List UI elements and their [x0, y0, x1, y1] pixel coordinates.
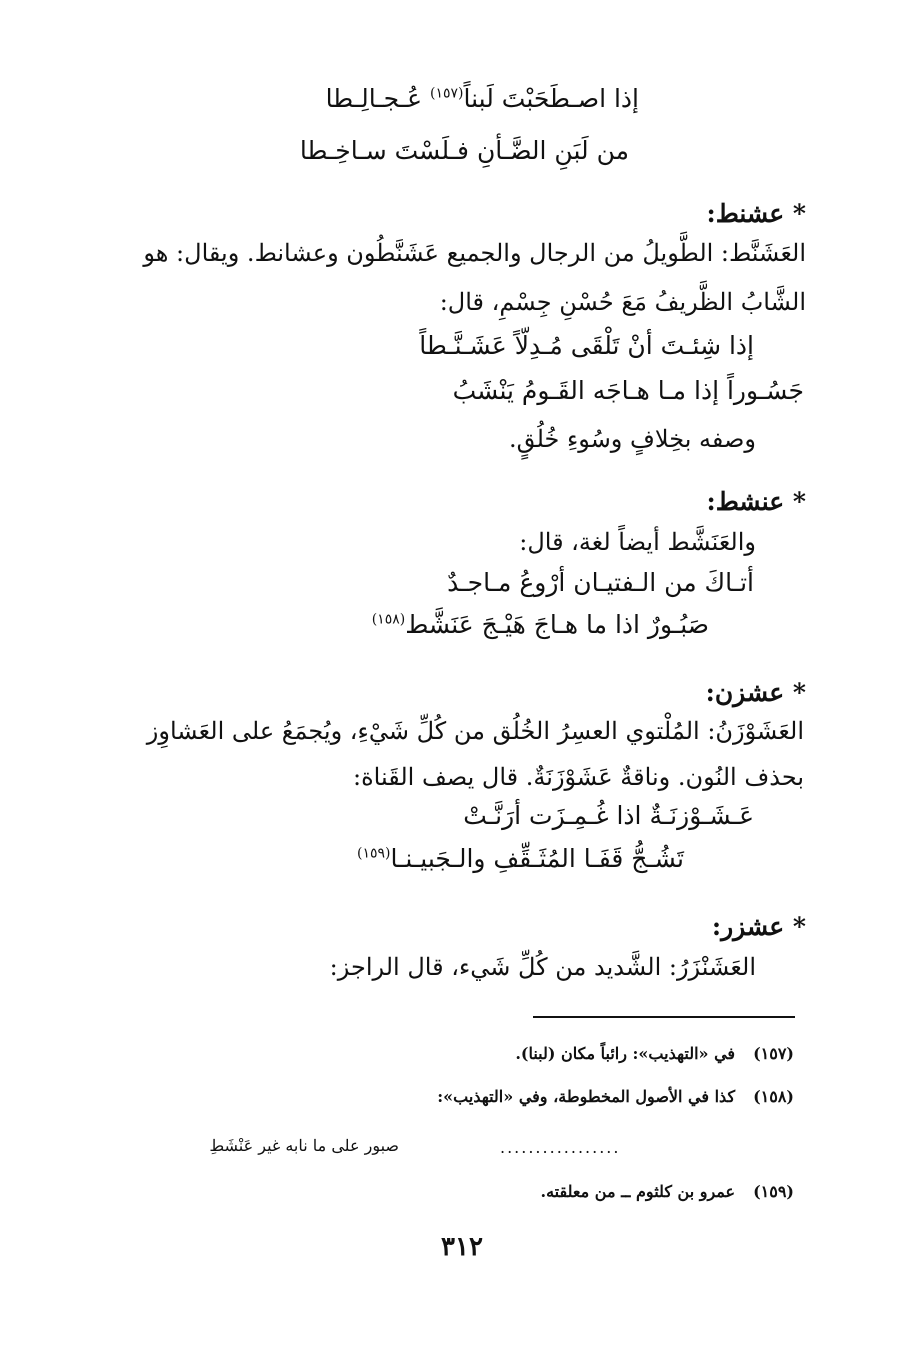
entry1-text3: وصفه بخِلافٍ وسُوءِ خُلُقٍ.	[508, 425, 756, 453]
bullet-marker: *	[792, 678, 806, 707]
entry3-verse2	[357, 842, 684, 876]
footnote-159-text: عمرو بن كلثوم ــ من معلقته.	[540, 1182, 736, 1201]
bullet-marker: *	[792, 487, 806, 516]
entry3-text1: العَشَوْزَنُ: المُلْتوي العسِرُ الخُلُق من كُلِّ شَيْءِ، ويُجمَعُ على العَشاوِز	[146, 717, 804, 745]
poem1-line1-start: إذا اصـطَحَبْتَ لَبناً	[463, 84, 639, 113]
entry1-heading-text: عشنط:	[706, 199, 785, 228]
entry2-verse1: أتـاكَ من الـفتيـان أرْوعُ مـاجـدٌ	[447, 568, 754, 597]
entry2-heading-text: عنشط:	[706, 487, 785, 516]
bullet-marker: *	[792, 199, 806, 228]
entry4-heading-text: عشزر:	[711, 912, 785, 941]
entry2-heading	[706, 485, 806, 519]
entry2-verse2	[372, 608, 709, 642]
page-number: ٣١٢	[441, 1232, 483, 1262]
entry1-text1: العَشَنَّط: الطَّويلُ من الرجال والجميع عَشَنَّطُون وعشانط. ويقال: هو	[143, 239, 806, 267]
bullet-marker: *	[792, 912, 806, 941]
footnote-157-text: في «التهذيب»: رائباً مكان (لبنا).	[515, 1044, 736, 1063]
footnote-158-ellipsis: .................	[500, 1138, 621, 1157]
entry2-text1: والعَنَشَّط أيضاً لغة، قال:	[519, 528, 756, 556]
entry1-text2: الشَّابُ الظَّريفُ مَعَ حُسْنِ جِسْمِ، قال:	[439, 288, 806, 316]
footnote-157	[515, 1042, 794, 1066]
entry2-verse2-text: صَبُـورٌ اذا ما هـاجَ هَيْـجَ عَنَشَّط	[405, 610, 709, 639]
poem1-line2: من لَبَنِ الضَّـأنِ فـلَسْتَ سـاخِـطا	[299, 136, 629, 165]
footnote-ref-157: (١٥٧)	[430, 85, 464, 102]
footnote-159	[541, 1180, 794, 1204]
footnote-158-text: كذا في الأصول المخطوطة، وفي «التهذيب»:	[437, 1087, 736, 1106]
entry4-heading	[712, 910, 806, 944]
poem1-line1-end: عُـجـالِـطا	[325, 84, 423, 113]
entry1-heading	[706, 197, 806, 231]
entry3-verse2-text: تَشُـجُّ قَفَـا المُثَـقِّفِ والـجَبيـنـا	[390, 844, 684, 873]
entry4-text1: العَشَنْزَرُ: الشَّديد من كُلِّ شَيء، قال الراجز:	[329, 953, 756, 981]
footnote-158-verse: صبور على ما نابه غير عَنْشَطِ	[209, 1136, 399, 1155]
entry3-text2: بحذف النُون. وناقةٌ عَشَوْزَنَةٌ. قال يصف القَناة:	[352, 763, 804, 791]
footnote-separator	[533, 1016, 795, 1018]
entry3-verse1: عَـشَـوْزنَـةٌ اذا غُـمِـزَت أرَنَّـتْ	[463, 801, 754, 830]
poem1-line1	[326, 82, 639, 116]
footnote-158-number: (١٥٨)	[753, 1087, 794, 1106]
footnote-158	[437, 1085, 794, 1109]
entry3-heading	[706, 676, 806, 710]
entry3-heading-text: عشزن:	[705, 678, 785, 707]
footnote-ref-158: (١٥٨)	[371, 611, 406, 628]
entry1-verse2: جَسُـوراً إذا مـا هـاجَه القَـومُ يَنْشَبُ	[452, 376, 804, 405]
footnote-157-number: (١٥٧)	[753, 1044, 794, 1063]
entry1-verse1: إذا شِئـتَ أنْ تَلْقَى مُـدِلّاً عَشَـنَّـطاً	[419, 331, 754, 360]
footnote-ref-159: (١٥٩)	[356, 845, 391, 862]
footnote-159-number: (١٥٩)	[753, 1182, 794, 1201]
